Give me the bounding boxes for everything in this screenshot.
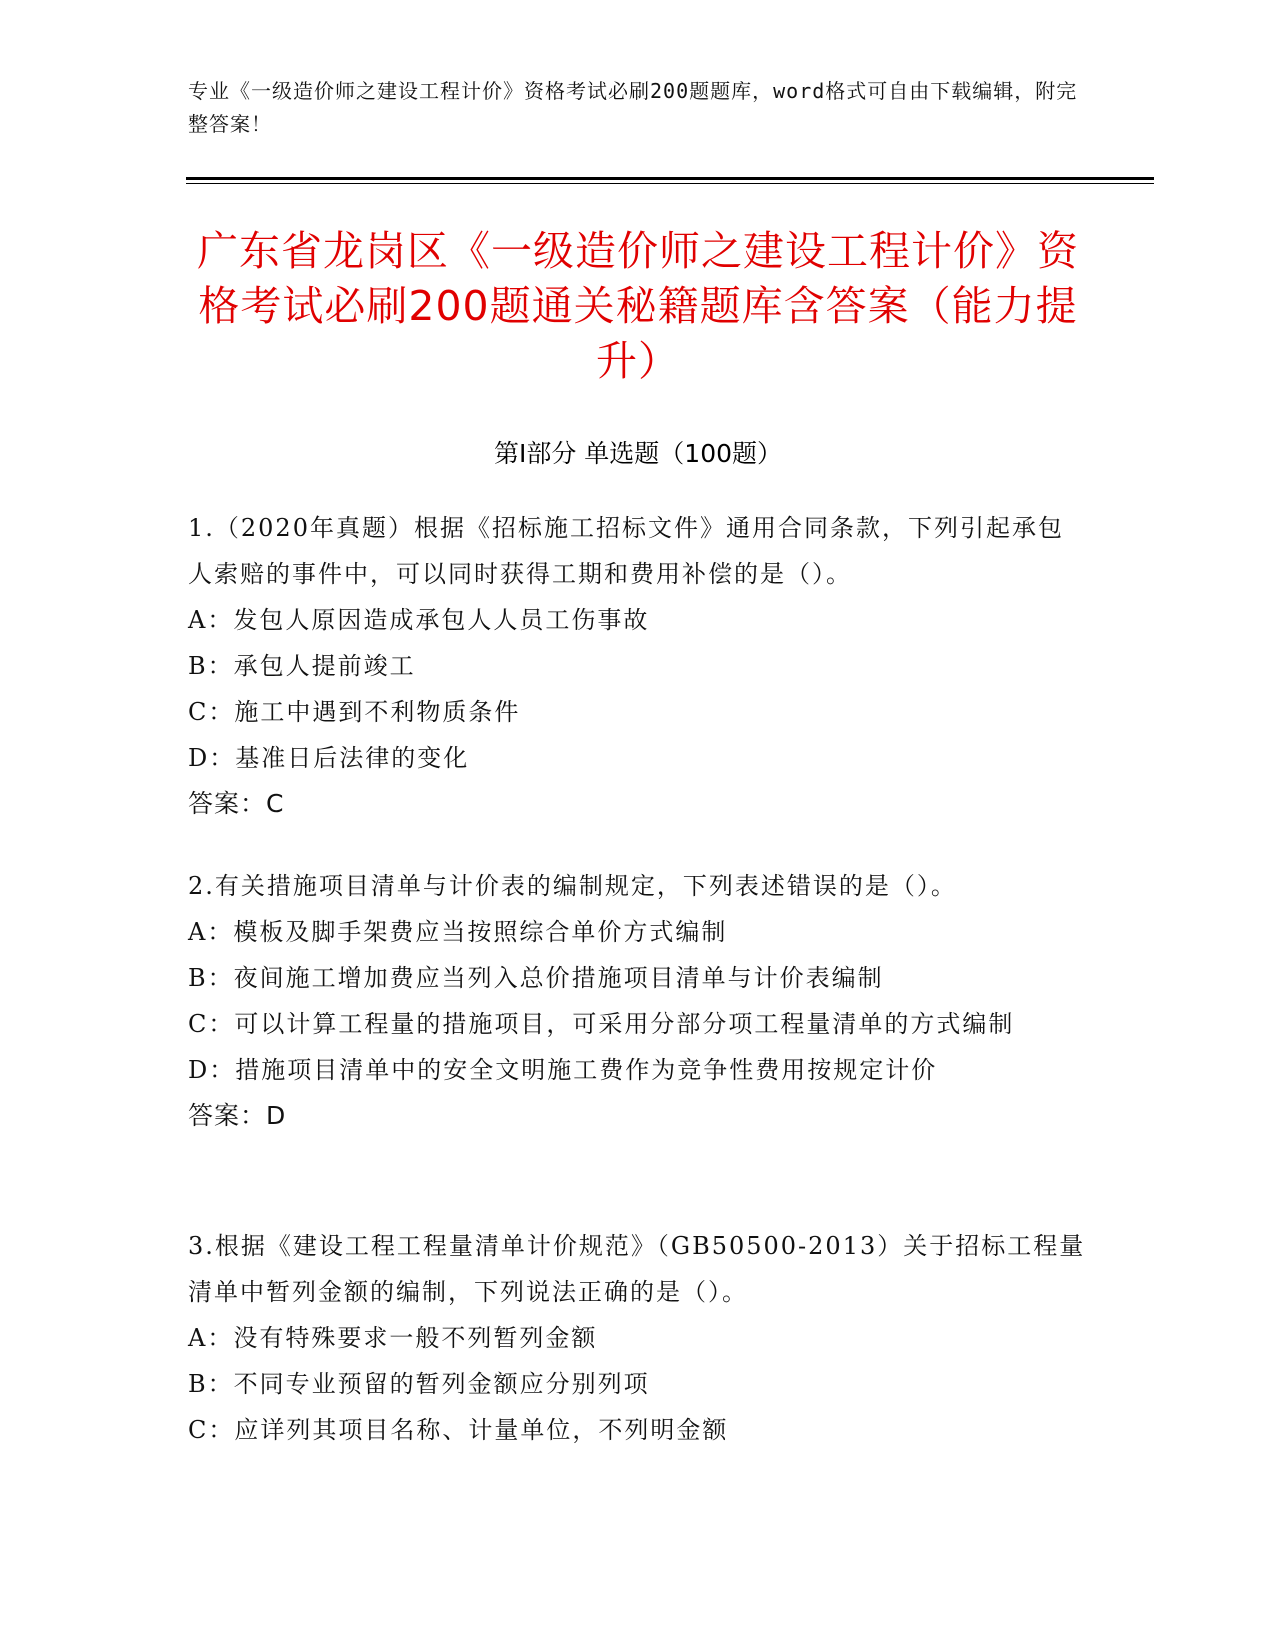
question-stem: 2.有关措施项目清单与计价表的编制规定，下列表述错误的是（）。 [188, 872, 957, 900]
option-c: C：可以计算工程量的措施项目，可采用分部分项工程量清单的方式编制 [188, 1010, 1015, 1038]
option-a: A：没有特殊要求一般不列暂列金额 [188, 1324, 598, 1352]
document-title: 广东省龙岗区《一级造价师之建设工程计价》资格考试必刷200题通关秘籍题库含答案（能力提升） [197, 227, 1079, 385]
header-rule-thick [186, 177, 1154, 180]
option-a: A：发包人原因造成承包人人员工伤事故 [188, 606, 650, 634]
option-d: D：基准日后法律的变化 [188, 744, 470, 772]
question-3 [188, 1223, 1088, 1453]
question-stem: 3.根据《建设工程工程量清单计价规范》（GB50500-2013）关于招标工程量清单中暂列金额的编制，下列说法正确的是（）。 [188, 1232, 1086, 1306]
option-c: C：应详列其项目名称、计量单位，不列明金额 [188, 1416, 729, 1444]
header-note: 专业《一级造价师之建设工程计价》资格考试必刷200题题库，word格式可自由下载编辑，附完整答案！ [188, 79, 1078, 136]
section-title: 第I部分 单选题（100题） [493, 439, 783, 468]
option-c: C：施工中遇到不利物质条件 [188, 698, 521, 726]
option-b: B：不同专业预留的暂列金额应分别列项 [188, 1370, 650, 1398]
option-b: B：夜间施工增加费应当列入总价措施项目清单与计价表编制 [188, 964, 884, 992]
question-stem: 1.（2020年真题）根据《招标施工招标文件》通用合同条款，下列引起承包人索赔的事件中，可以同时获得工期和费用补偿的是（）。 [188, 514, 1064, 588]
option-d: D：措施项目清单中的安全文明施工费作为竞争性费用按规定计价 [188, 1056, 938, 1084]
answer: 答案：C [188, 789, 285, 818]
option-a: A：模板及脚手架费应当按照综合单价方式编制 [188, 918, 728, 946]
question-1 [188, 505, 1088, 827]
header-rule-thin [186, 183, 1154, 184]
option-b: B：承包人提前竣工 [188, 652, 416, 680]
question-2 [188, 863, 1088, 1139]
answer: 答案：D [188, 1101, 287, 1130]
